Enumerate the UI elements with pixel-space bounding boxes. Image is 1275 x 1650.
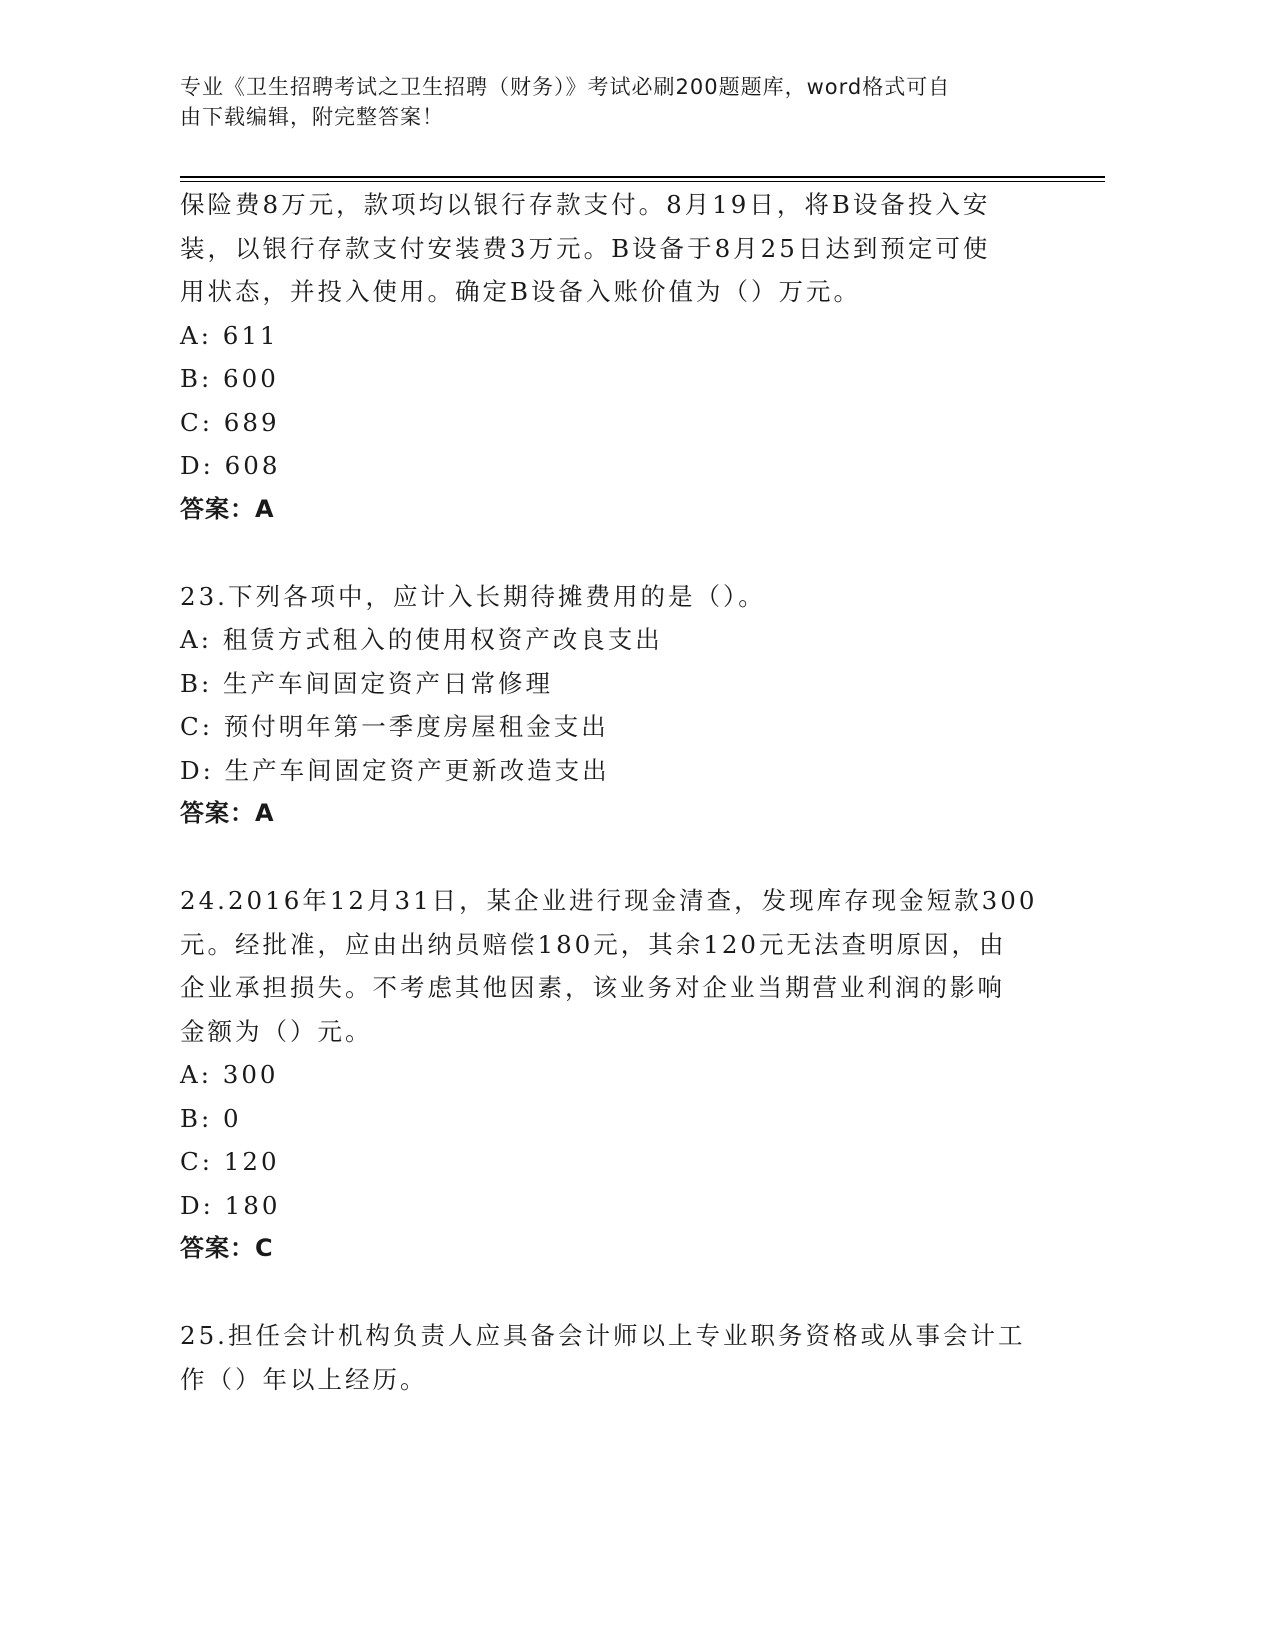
- option-b: B: 600: [180, 364, 279, 393]
- option-c: C: 120: [180, 1147, 280, 1176]
- spacer: [180, 1271, 1040, 1315]
- document-body: [180, 183, 1040, 1401]
- question-text-line: 元。经批准，应由出纳员赔偿180元，其余120元无法查明原因，由: [180, 929, 1007, 959]
- answer: 答案：C: [180, 1234, 274, 1262]
- answer: 答案：A: [180, 799, 275, 827]
- question-23: [180, 575, 1040, 836]
- option-d: D: 180: [180, 1190, 281, 1220]
- option-c: C: 预付明年第一季度房屋租金支出: [180, 712, 609, 741]
- option-a: A: 611: [180, 320, 279, 350]
- question-text-line: 保险费8万元，款项均以银行存款支付。8月19日，将B设备投入安: [180, 190, 991, 219]
- option-c: C: 689: [180, 407, 280, 437]
- header-rule-thin: [180, 181, 1105, 182]
- header-line-2: 由下载编辑，附完整答案！: [180, 105, 444, 129]
- question-text-line: 作（）年以上经历。: [180, 1364, 428, 1394]
- question-24: [180, 879, 1040, 1271]
- question-text-line: 25.担任会计机构负责人应具备会计师以上专业职务资格或从事会计工: [180, 1321, 1026, 1350]
- question-text-line: 23.下列各项中，应计入长期待摊费用的是（）。: [180, 581, 766, 611]
- spacer: [180, 531, 1040, 575]
- question-text-line: 金额为（）元。: [180, 1016, 373, 1046]
- option-b: B: 生产车间固定资产日常修理: [180, 668, 554, 698]
- document-header: [180, 72, 1040, 132]
- question-25: [180, 1314, 1040, 1401]
- answer: 答案：A: [180, 494, 275, 523]
- question-22: [180, 183, 1040, 531]
- header-line-1: 专业《卫生招聘考试之卫生招聘（财务）》考试必刷200题题库，word格式可自: [180, 75, 951, 99]
- question-text-line: 用状态，并投入使用。确定B设备入账价值为（）万元。: [180, 277, 862, 306]
- option-a: A: 租赁方式租入的使用权资产改良支出: [180, 625, 663, 654]
- question-text-line: 24.2016年12月31日，某企业进行现金清查，发现库存现金短款300: [180, 886, 1038, 915]
- question-text-line: 装，以银行存款支付安装费3万元。B设备于8月25日达到预定可使: [180, 233, 991, 263]
- question-text-line: 企业承担损失。不考虑其他因素，该业务对企业当期营业利润的影响: [180, 973, 1005, 1002]
- header-rule: [180, 176, 1105, 178]
- option-a: A: 300: [180, 1060, 279, 1089]
- option-d: D: 生产车间固定资产更新改造支出: [180, 755, 610, 785]
- option-d: D: 608: [180, 451, 281, 480]
- spacer: [180, 836, 1040, 880]
- option-b: B: 0: [180, 1103, 242, 1133]
